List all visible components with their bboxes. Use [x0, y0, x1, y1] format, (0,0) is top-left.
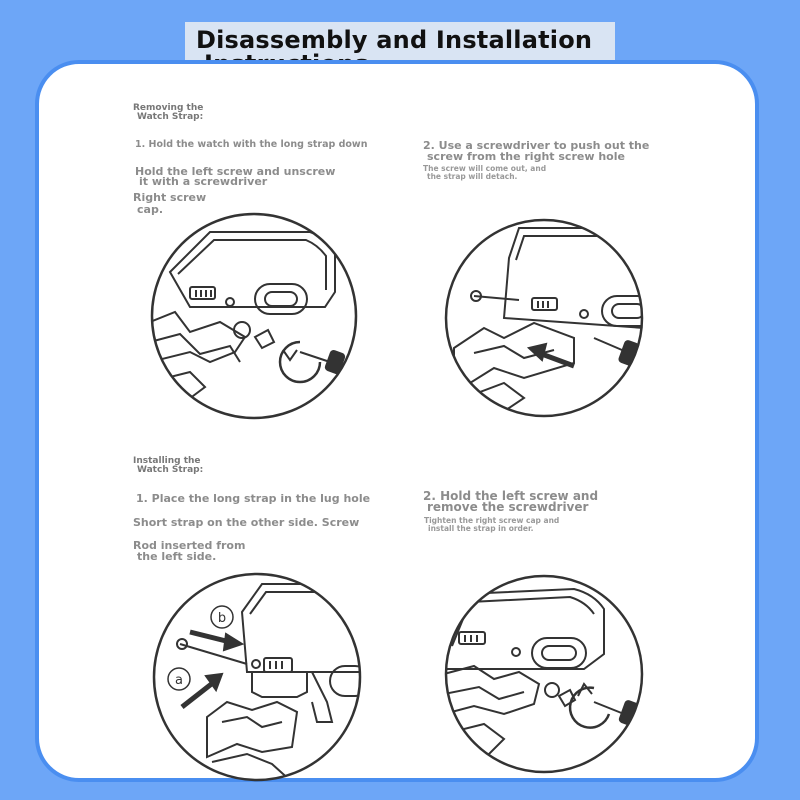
illustration-insert-rod: [152, 572, 362, 782]
removing-heading-line-1: Removing the: [133, 103, 204, 113]
label-b: b: [217, 611, 227, 626]
illustration-unscrew-left-screw: [150, 212, 360, 422]
installing-step2-note: [424, 517, 559, 533]
installing-step1-line-a: 1. Place the long strap in the lug hole: [136, 492, 371, 505]
illustration-tighten-screw-cap: [444, 574, 644, 774]
installing-step2-line-a: [423, 491, 598, 513]
removing-step1-line-a: 1. Hold the watch with the long strap down: [135, 139, 368, 150]
installing-heading: [133, 457, 203, 475]
removing-step2-note-1: The screw will come out, and: [423, 164, 547, 173]
installing-step2-line-a2: remove the screwdriver: [427, 500, 589, 514]
removing-step2-line-a: [423, 140, 649, 162]
installing-step2-line-a1: 2. Hold the left screw and: [423, 489, 599, 503]
installing-step2-note-2: install the strap in order.: [428, 524, 534, 533]
removing-heading-line-2: Watch Strap:: [137, 112, 204, 122]
removing-step1-line-c2: cap.: [137, 203, 163, 216]
removing-step2-note: [423, 165, 546, 181]
label-a: a: [175, 673, 183, 688]
removing-step1-line-b2: it with a screwdriver: [139, 175, 268, 188]
removing-step1-line-c1: Right screw: [133, 191, 207, 204]
title-line-1: Disassembly and Installation: [196, 26, 593, 54]
installing-step1-line-c1: Rod inserted from: [133, 539, 246, 552]
installing-step2-note-1: Tighten the right screw cap and: [424, 516, 560, 525]
removing-step1-line-b1: Hold the left screw and unscrew: [135, 165, 336, 178]
installing-heading-line-1: Installing the: [133, 456, 201, 466]
removing-step2-line-a2: screw from the right screw hole: [427, 150, 625, 163]
removing-step2-note-2: the strap will detach.: [427, 172, 518, 181]
installing-heading-line-2: Watch Strap:: [137, 465, 204, 475]
removing-heading: [133, 104, 203, 122]
removing-step2-line-a1: 2. Use a screwdriver to push out the: [423, 139, 650, 152]
illustration-push-out-screw: [444, 218, 644, 418]
installing-step1-line-c: [133, 540, 245, 562]
removing-step1-line-b: [135, 167, 335, 187]
installing-step1-line-b: Short strap on the other side. Screw: [133, 516, 360, 529]
installing-step1-line-c2: the left side.: [137, 550, 217, 563]
